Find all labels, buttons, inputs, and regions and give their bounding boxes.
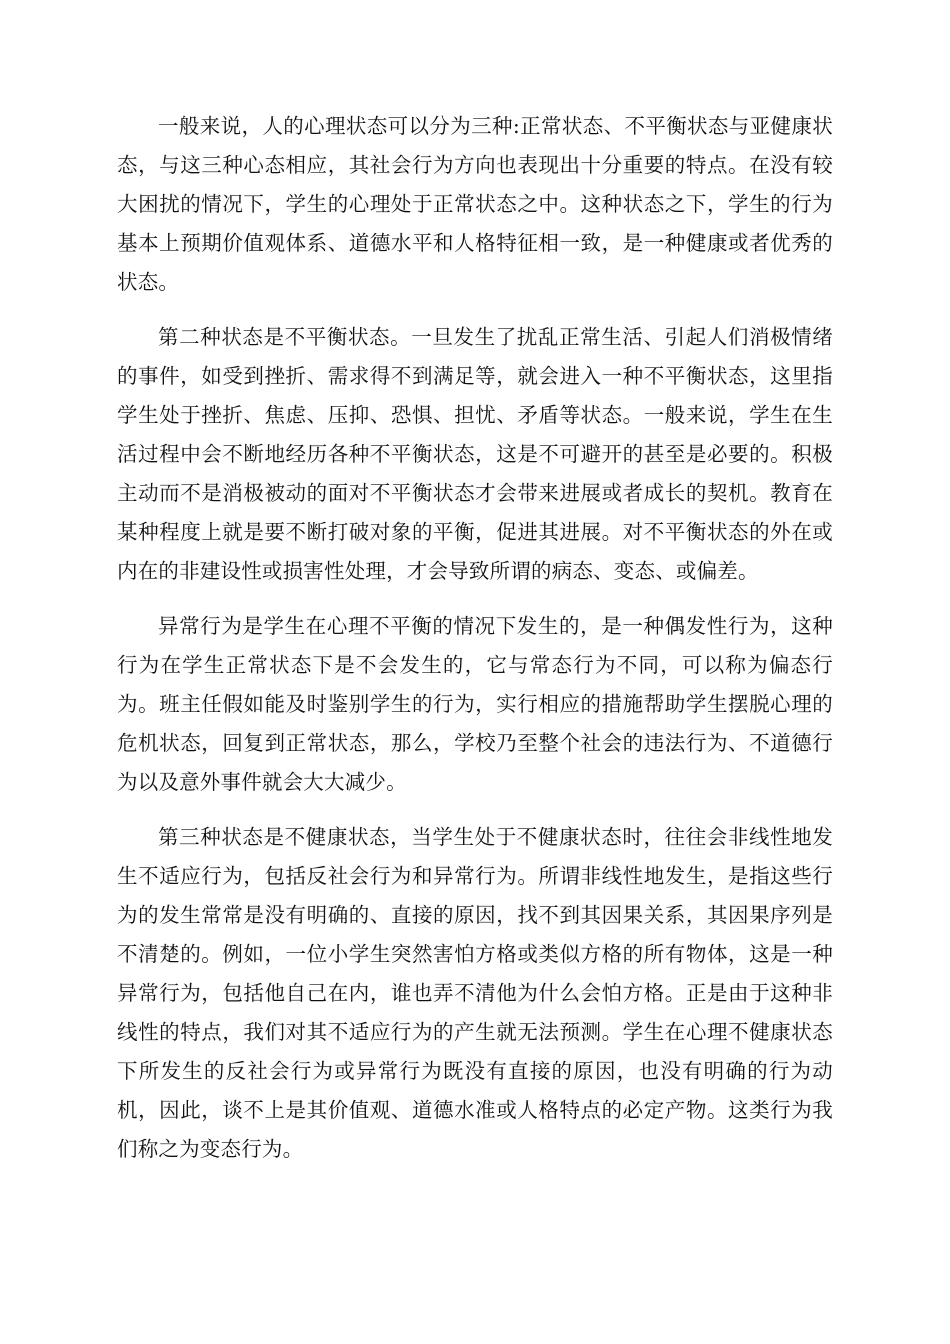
- paragraph-unbalanced-state: 第二种状态是不平衡状态。一旦发生了扰乱正常生活、引起人们消极情绪的事件，如受到挫折、需求得不到满足等，就会进入一种不平衡状态，这里指学生处于挫折、焦虑、压抑、恐惧、担忧、矛盾等状态。一般来说，学生在生活过程中会不断地经历各种不平衡状态，这是不可避开的甚至是必要的。积极主动而不是消极被动的面对不平衡状态才会带来进展或者成长的契机。教育在某种程度上就是要不断打破对象的平衡，促进其进展。对不平衡状态的外在或内在的非建设性或损害性处理，才会导致所谓的病态、变态、或偏差。: [117, 325, 833, 583]
- paragraph-abnormal-behavior: 异常行为是学生在心理不平衡的情况下发生的，是一种偶发性行为，这种行为在学生正常状态下是不会发生的，它与常态行为不同，可以称为偏态行为。班主任假如能及时鉴别学生的行为，实行相应的措施帮助学生摆脱心理的危机状态，回复到正常状态，那么，学校乃至整个社会的违法行为、不道德行为以及意外事件就会大大减少。: [117, 614, 833, 794]
- paragraph-normal-state: 一般来说，人的心理状态可以分为三种:正常状态、不平衡状态与亚健康状态，与这三种心态相应，其社会行为方向也表现出十分重要的特点。在没有较大困扰的情况下，学生的心理处于正常状态之中。这种状态之下，学生的行为基本上预期价值观体系、道德水平和人格特征相一致，是一种健康或者优秀的状态。: [117, 114, 833, 294]
- document-body: [117, 107, 833, 1169]
- paragraph-unhealthy-state: 第三种状态是不健康状态，当学生处于不健康状态时，往往会非线性地发生不适应行为，包括反社会行为和异常行为。所谓非线性地发生，是指这些行为的发生常常是没有明确的、直接的原因，找不到其因果关系，其因果序列是不清楚的。例如，一位小学生突然害怕方格或类似方格的所有物体，这是一种异常行为，包括他自己在内，谁也弄不清他为什么会怕方格。正是由于这种非线性的特点，我们对其不适应行为的产生就无法预测。学生在心理不健康状态下所发生的反社会行为或异常行为既没有直接的原因，也没有明确的行为动机，因此，谈不上是其价值观、道德水准或人格特点的必定产物。这类行为我们称之为变态行为。: [117, 825, 833, 1161]
